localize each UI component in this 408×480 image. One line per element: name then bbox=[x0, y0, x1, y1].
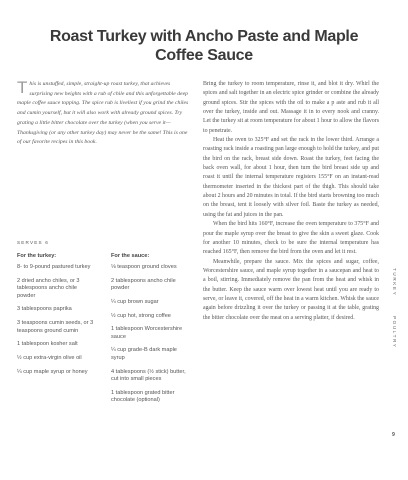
ingredient-item: ¼ cup brown sugar bbox=[111, 298, 159, 305]
ingredient-item: 3 tablespoons paprika bbox=[17, 306, 72, 313]
intro-text: his is unstuffed, simple, straight-up roast turkey, that achieves surprising new heights with a rub of chile and this unforgettable deep maple coffee sauce topping. The spice rub is liveliest if you grind the chiles and cumin yourself, but it will also work with already ground spices. Try grating a little bitter chocolate over the turkey (when you serve it—Thanksgiving (or any other turkey day) may never be the same! This is one of our favorite recipes in this book. bbox=[17, 81, 189, 146]
ingredient-item: 2 tablespoons ancho chile powder bbox=[111, 277, 176, 292]
turkey-ingredients-heading: For the turkey: bbox=[17, 253, 57, 259]
recipe-title: Roast Turkey with Ancho Paste and Maple Coffee Sauce bbox=[49, 28, 359, 64]
ingredient-item: 8- to 9-pound pastured turkey bbox=[17, 264, 91, 270]
recipe-method bbox=[203, 80, 379, 323]
method-paragraph: When the bird hits 160°F, increase the oven temperature to 375°F and pour the maple syrup over the breast to give the skin a sweet glaze. Cook for another 10 minutes, check to be sure the internal temperature has reached 165°F, then remove the bird from the oven and let it rest. bbox=[203, 221, 379, 256]
ingredient-item: 1 tablespoon grated bitter chocolate (optional) bbox=[111, 389, 175, 404]
ingredient-item: 4 tablespoons (½ stick) butter, cut into small pieces bbox=[111, 368, 186, 383]
page-number: 9 bbox=[392, 432, 395, 438]
ingredient-item: ⅛ teaspoon ground cloves bbox=[111, 264, 177, 270]
method-paragraph: Bring the turkey to room temperature, rinse it, and blot it dry. Whirl the spices and salt together in an electric spice grinder or combine the already ground spices. Stir the spices with the oil to make a p aste and rub it all over the turkey, inside and out. Massage it in to every nook and cranny. Let the turkey sit at room temperature for about 1 hour to allow the flavors to penetrate. bbox=[203, 81, 380, 134]
ingredient-item: 1 tablespoon Worcestershire sauce bbox=[111, 326, 183, 340]
ingredient-item: ¼ cup maple syrup or honey bbox=[17, 368, 88, 375]
ingredient-item: 1 tablespoon kosher salt bbox=[17, 341, 78, 348]
ingredient-item: ¼ cup grade-B dark maple syrup bbox=[111, 347, 177, 361]
turkey-ingredients-list bbox=[17, 264, 95, 382]
method-paragraph: Heat the oven to 325°F and set the rack in the lower third. Arrange a roasting rack inside a roasting pan large enough to hold the turkey, and put the bird on the rack, breast side down. Roast the turkey, feet facing the back oven wall, for about 1 hour, then turn the bird breast side up and roast it until the internal temperature registers 155°F on an instant-read thermometer inserted in the thickest part of the thigh. This should take about 2 hours and 20 minutes in total. If the bird starts browning too much on the breast, tent it loosely with silver foil. Baste the turkey as needed, using the fat and juices in the pan. bbox=[203, 137, 379, 218]
recipe-intro bbox=[17, 80, 193, 148]
intro-dropcap: T bbox=[17, 78, 28, 97]
sauce-ingredients-heading: For the sauce: bbox=[111, 253, 150, 259]
section-label-poultry: POULTRY bbox=[392, 316, 397, 349]
ingredient-item: ½ cup extra-virgin olive oil bbox=[17, 354, 82, 361]
ingredient-item: 3 teaspoons cumin seeds, or 3 teaspoons ground cumin bbox=[17, 320, 94, 334]
method-paragraph: Meanwhile, prepare the sauce. Mix the spices and sugar, coffee, Worcestershire sauce, and maple syrup together in a saucepan and heat to a boil, stirring. Immediately remove the pan from the heat and whisk in the butter. Keep the sauce warm over lowest heat until you are ready to serve, or leave it, covered, off the heat in a warm kitchen. Whisk the sauce again before drizzling it over the turkey or passing it at the table, grating the bitter chocolate over the meat on a serving platter, if desired. bbox=[203, 258, 379, 321]
ingredient-item: ½ cup hot, strong coffee bbox=[111, 312, 171, 319]
serves-label: SERVES 6 bbox=[17, 240, 49, 245]
section-label-turkey: TURKEY bbox=[392, 268, 397, 297]
sauce-ingredients-list bbox=[111, 264, 189, 411]
ingredient-item: 2 dried ancho chiles, or 3 tablespoons ancho chile powder bbox=[17, 277, 80, 299]
